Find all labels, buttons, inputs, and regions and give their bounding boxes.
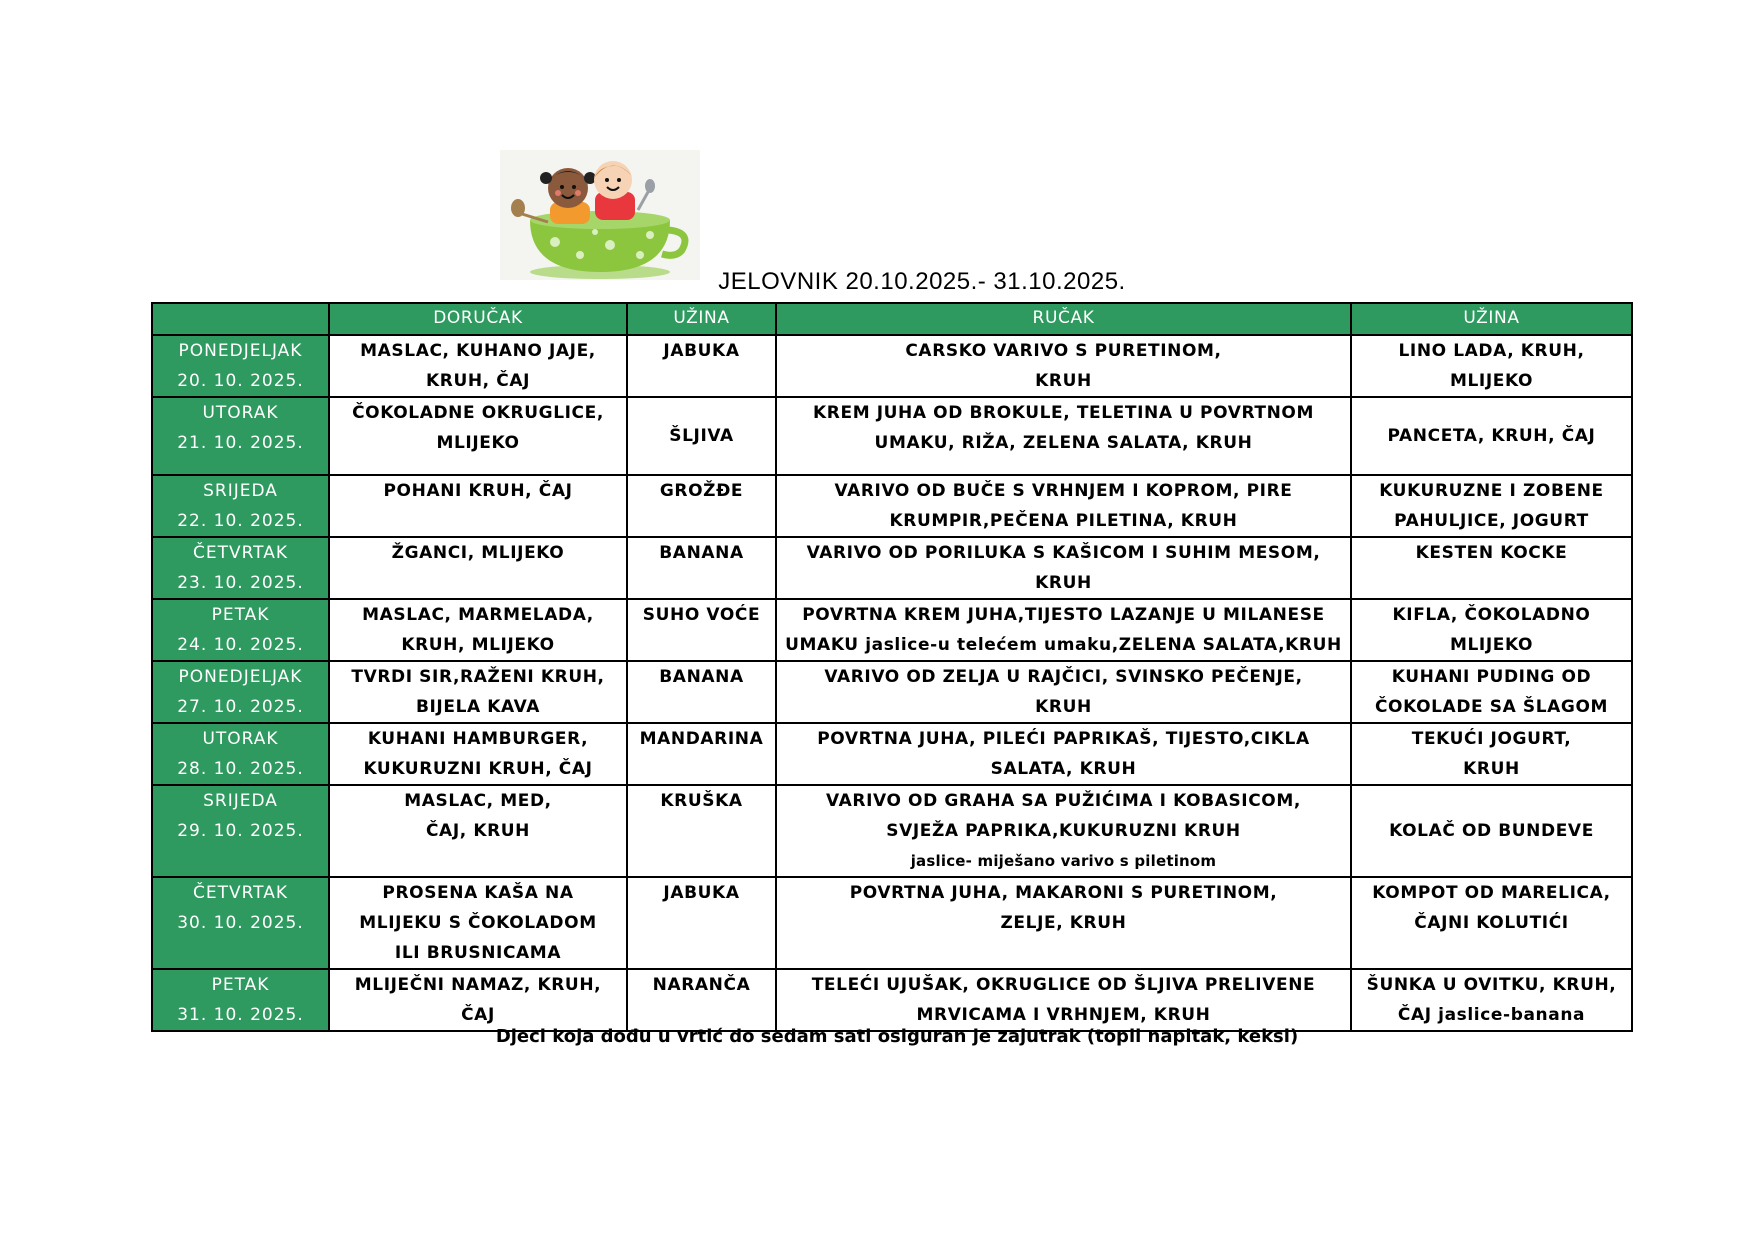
lunch-line: POVRTNA KREM JUHA,TIJESTO LAZANJE U MILANESE <box>802 605 1325 625</box>
lunch-cell <box>776 599 1351 661</box>
snack2-cell <box>1351 335 1632 397</box>
snack2-line: LINO LADA, KRUH, <box>1398 341 1585 361</box>
lunch-cell <box>776 335 1351 397</box>
lunch-line: KRUH <box>1035 573 1092 593</box>
header-row <box>152 303 1632 335</box>
day-cell <box>152 397 329 475</box>
day-name: PONEDJELJAK <box>178 341 303 361</box>
day-date: 29. 10. 2025. <box>177 821 304 841</box>
page-title: JELOVNIK 20.10.2025.- 31.10.2025. <box>718 268 1126 295</box>
table-row <box>152 785 1632 877</box>
snack2-line: KUHANI PUDING OD <box>1391 667 1592 687</box>
lunch-line: UMAKU jaslice-u telećem umaku,ZELENA SALATA,KRUH <box>785 635 1342 655</box>
lunch-note-line: jaslice- miješano varivo s piletinom <box>910 852 1217 870</box>
snack2-line: ČOKOLADE SA ŠLAGOM <box>1374 697 1609 717</box>
breakfast-line: MLIJEČNI NAMAZ, KRUH, <box>354 975 602 995</box>
lunch-line: SVJEŽA PAPRIKA,KUKURUZNI KRUH <box>886 821 1241 841</box>
day-name: UTORAK <box>202 403 279 423</box>
breakfast-line: BIJELA KAVA <box>415 697 541 717</box>
snack2-line: MLIJEKO <box>1449 371 1534 391</box>
day-name: PETAK <box>211 975 270 995</box>
snack2-line: KOMPOT OD MARELICA, <box>1372 883 1611 903</box>
snack1-cell <box>627 599 776 661</box>
breakfast-cell <box>329 785 627 877</box>
lunch-line: VARIVO OD ZELJA U RAJČICI, SVINSKO PEČENJE, <box>824 667 1303 687</box>
lunch-cell <box>776 969 1351 1031</box>
snack1-line: BANANA <box>659 667 744 687</box>
lunch-line: KRUMPIR,PEČENA PILETINA, KRUH <box>889 511 1238 531</box>
snack1-cell <box>627 969 776 1031</box>
header-snack-afternoon: UŽINA <box>1351 303 1632 335</box>
snack2-line: KUKURUZNE I ZOBENE <box>1379 481 1604 501</box>
table-row <box>152 877 1632 969</box>
snack2-cell <box>1351 537 1632 599</box>
table-row <box>152 397 1632 475</box>
snack2-line: KOLAČ OD BUNDEVE <box>1389 821 1594 841</box>
breakfast-cell <box>329 335 627 397</box>
table-row <box>152 599 1632 661</box>
table-row <box>152 475 1632 537</box>
header-day <box>152 303 329 335</box>
breakfast-cell <box>329 969 627 1031</box>
day-date: 28. 10. 2025. <box>177 759 304 779</box>
snack2-cell <box>1351 397 1632 475</box>
header-breakfast: DORUČAK <box>329 303 627 335</box>
snack1-cell <box>627 877 776 969</box>
day-date: 31. 10. 2025. <box>177 1005 304 1025</box>
breakfast-line: POHANI KRUH, ČAJ <box>383 481 573 501</box>
snack2-cell <box>1351 969 1632 1031</box>
lunch-line: KRUH <box>1035 371 1092 391</box>
day-date: 27. 10. 2025. <box>177 697 304 717</box>
snack1-cell <box>627 537 776 599</box>
header-lunch: RUČAK <box>776 303 1351 335</box>
breakfast-cell <box>329 599 627 661</box>
lunch-cell <box>776 475 1351 537</box>
snack2-line: ČAJ jaslice-banana <box>1397 1005 1586 1025</box>
lunch-line: TELEĆI UJUŠAK, OKRUGLICE OD ŠLJIVA PRELIVENE <box>811 975 1316 995</box>
day-cell <box>152 969 329 1031</box>
table-row <box>152 661 1632 723</box>
snack2-line: ČAJNI KOLUTIĆI <box>1414 913 1569 933</box>
breakfast-line: ČAJ, KRUH <box>425 821 531 841</box>
day-cell <box>152 599 329 661</box>
snack2-cell <box>1351 475 1632 537</box>
lunch-line: KREM JUHA OD BROKULE, TELETINA U POVRTNOM <box>813 403 1314 423</box>
lunch-line: POVRTNA JUHA, PILEĆI PAPRIKAŠ, TIJESTO,CIKLA <box>817 729 1310 749</box>
lunch-line: CARSKO VARIVO S PURETINOM, <box>905 341 1222 361</box>
lunch-line: VARIVO OD BUČE S VRHNJEM I KOPROM, PIRE <box>834 481 1293 501</box>
day-date: 22. 10. 2025. <box>177 511 304 531</box>
lunch-cell <box>776 877 1351 969</box>
lunch-cell <box>776 785 1351 877</box>
breakfast-line: ČOKOLADNE OKRUGLICE, <box>352 403 604 423</box>
lunch-cell <box>776 537 1351 599</box>
day-date: 23. 10. 2025. <box>177 573 304 593</box>
lunch-line: UMAKU, RIŽA, ZELENA SALATA, KRUH <box>874 433 1253 453</box>
day-date: 21. 10. 2025. <box>177 433 304 453</box>
snack2-line: KESTEN KOCKE <box>1415 543 1568 563</box>
snack1-cell <box>627 723 776 785</box>
lunch-cell <box>776 661 1351 723</box>
day-cell <box>152 785 329 877</box>
lunch-line: POVRTNA JUHA, MAKARONI S PURETINOM, <box>849 883 1278 903</box>
day-cell <box>152 335 329 397</box>
lunch-cell <box>776 723 1351 785</box>
day-cell <box>152 877 329 969</box>
breakfast-line: MASLAC, KUHANO JAJE, <box>360 341 596 361</box>
breakfast-line: TVRDI SIR,RAŽENI KRUH, <box>351 667 605 687</box>
snack1-line: SUHO VOĆE <box>642 605 761 625</box>
breakfast-line: KRUH, MLIJEKO <box>401 635 555 655</box>
breakfast-cell <box>329 661 627 723</box>
day-name: SRIJEDA <box>203 481 278 501</box>
children-in-teacup-logo <box>500 150 700 280</box>
day-date: 30. 10. 2025. <box>177 913 304 933</box>
snack1-cell <box>627 335 776 397</box>
day-name: UTORAK <box>202 729 279 749</box>
snack1-line: BANANA <box>659 543 744 563</box>
snack2-line: PANCETA, KRUH, ČAJ <box>1387 426 1596 446</box>
day-cell <box>152 475 329 537</box>
day-name: ČETVRTAK <box>192 883 289 903</box>
breakfast-line: KUHANI HAMBURGER, <box>367 729 589 749</box>
day-cell <box>152 723 329 785</box>
table-row <box>152 335 1632 397</box>
snack2-cell <box>1351 599 1632 661</box>
menu-table <box>151 302 1633 1032</box>
day-name: PONEDJELJAK <box>178 667 303 687</box>
snack2-line: MLIJEKO <box>1449 635 1534 655</box>
lunch-cell <box>776 397 1351 475</box>
breakfast-cell <box>329 877 627 969</box>
snack1-cell <box>627 475 776 537</box>
day-name: SRIJEDA <box>203 791 278 811</box>
breakfast-line: ČAJ <box>461 1005 495 1025</box>
snack2-cell <box>1351 785 1632 877</box>
snack1-line: JABUKA <box>663 341 740 361</box>
breakfast-cell <box>329 397 627 475</box>
snack2-line: TEKUĆI JOGURT, <box>1411 729 1572 749</box>
breakfast-cell <box>329 537 627 599</box>
breakfast-line: ILI BRUSNICAMA <box>394 943 562 963</box>
snack1-line: JABUKA <box>663 883 740 903</box>
breakfast-line: MLIJEKO <box>436 433 520 453</box>
breakfast-cell <box>329 475 627 537</box>
snack1-line: KRUŠKA <box>660 791 743 811</box>
snack2-line: ŠUNKA U OVITKU, KRUH, <box>1366 975 1617 995</box>
lunch-line: VARIVO OD GRAHA SA PUŽIĆIMA I KOBASICOM, <box>826 791 1301 811</box>
snack1-line: NARANČA <box>652 975 751 995</box>
snack1-cell <box>627 397 776 475</box>
footer-note: Djeci koja dođu u vrtić do sedam sati osiguran je zajutrak (topli napitak, keksi) <box>495 1026 1299 1047</box>
lunch-line: MRVICAMA I VRHNJEM, KRUH <box>916 1005 1211 1025</box>
breakfast-cell <box>329 723 627 785</box>
snack2-line: KIFLA, ČOKOLADNO <box>1392 605 1591 625</box>
breakfast-line: PROSENA KAŠA NA <box>382 883 574 903</box>
breakfast-line: MLIJEKU S ČOKOLADOM <box>359 913 597 933</box>
snack1-cell <box>627 785 776 877</box>
day-cell <box>152 537 329 599</box>
lunch-line: ZELJE, KRUH <box>1000 913 1127 933</box>
header-snack-morning: UŽINA <box>627 303 776 335</box>
day-cell <box>152 661 329 723</box>
snack2-cell <box>1351 661 1632 723</box>
snack1-line: ŠLJIVA <box>669 426 734 446</box>
lunch-line: KRUH <box>1035 697 1092 717</box>
snack1-cell <box>627 661 776 723</box>
snack1-line: MANDARINA <box>639 729 764 749</box>
breakfast-line: MASLAC, MARMELADA, <box>362 605 594 625</box>
day-date: 20. 10. 2025. <box>177 371 304 391</box>
day-name: PETAK <box>211 605 270 625</box>
snack2-line: KRUH <box>1463 759 1520 779</box>
lunch-line: SALATA, KRUH <box>990 759 1137 779</box>
breakfast-line: KRUH, ČAJ <box>425 371 531 391</box>
breakfast-line: ŽGANCI, MLIJEKO <box>391 543 565 563</box>
table-row <box>152 723 1632 785</box>
table-row <box>152 537 1632 599</box>
snack2-line: PAHULJICE, JOGURT <box>1394 511 1589 531</box>
snack1-line: GROŽĐE <box>659 481 744 501</box>
breakfast-line: KUKURUZNI KRUH, ČAJ <box>363 759 593 779</box>
breakfast-line: MASLAC, MED, <box>404 791 552 811</box>
lunch-line: VARIVO OD PORILUKA S KAŠICOM I SUHIM MESOM, <box>806 543 1321 563</box>
day-date: 24. 10. 2025. <box>177 635 304 655</box>
table-row <box>152 969 1632 1031</box>
snack2-cell <box>1351 877 1632 969</box>
snack2-cell <box>1351 723 1632 785</box>
day-name: ČETVRTAK <box>192 543 289 563</box>
